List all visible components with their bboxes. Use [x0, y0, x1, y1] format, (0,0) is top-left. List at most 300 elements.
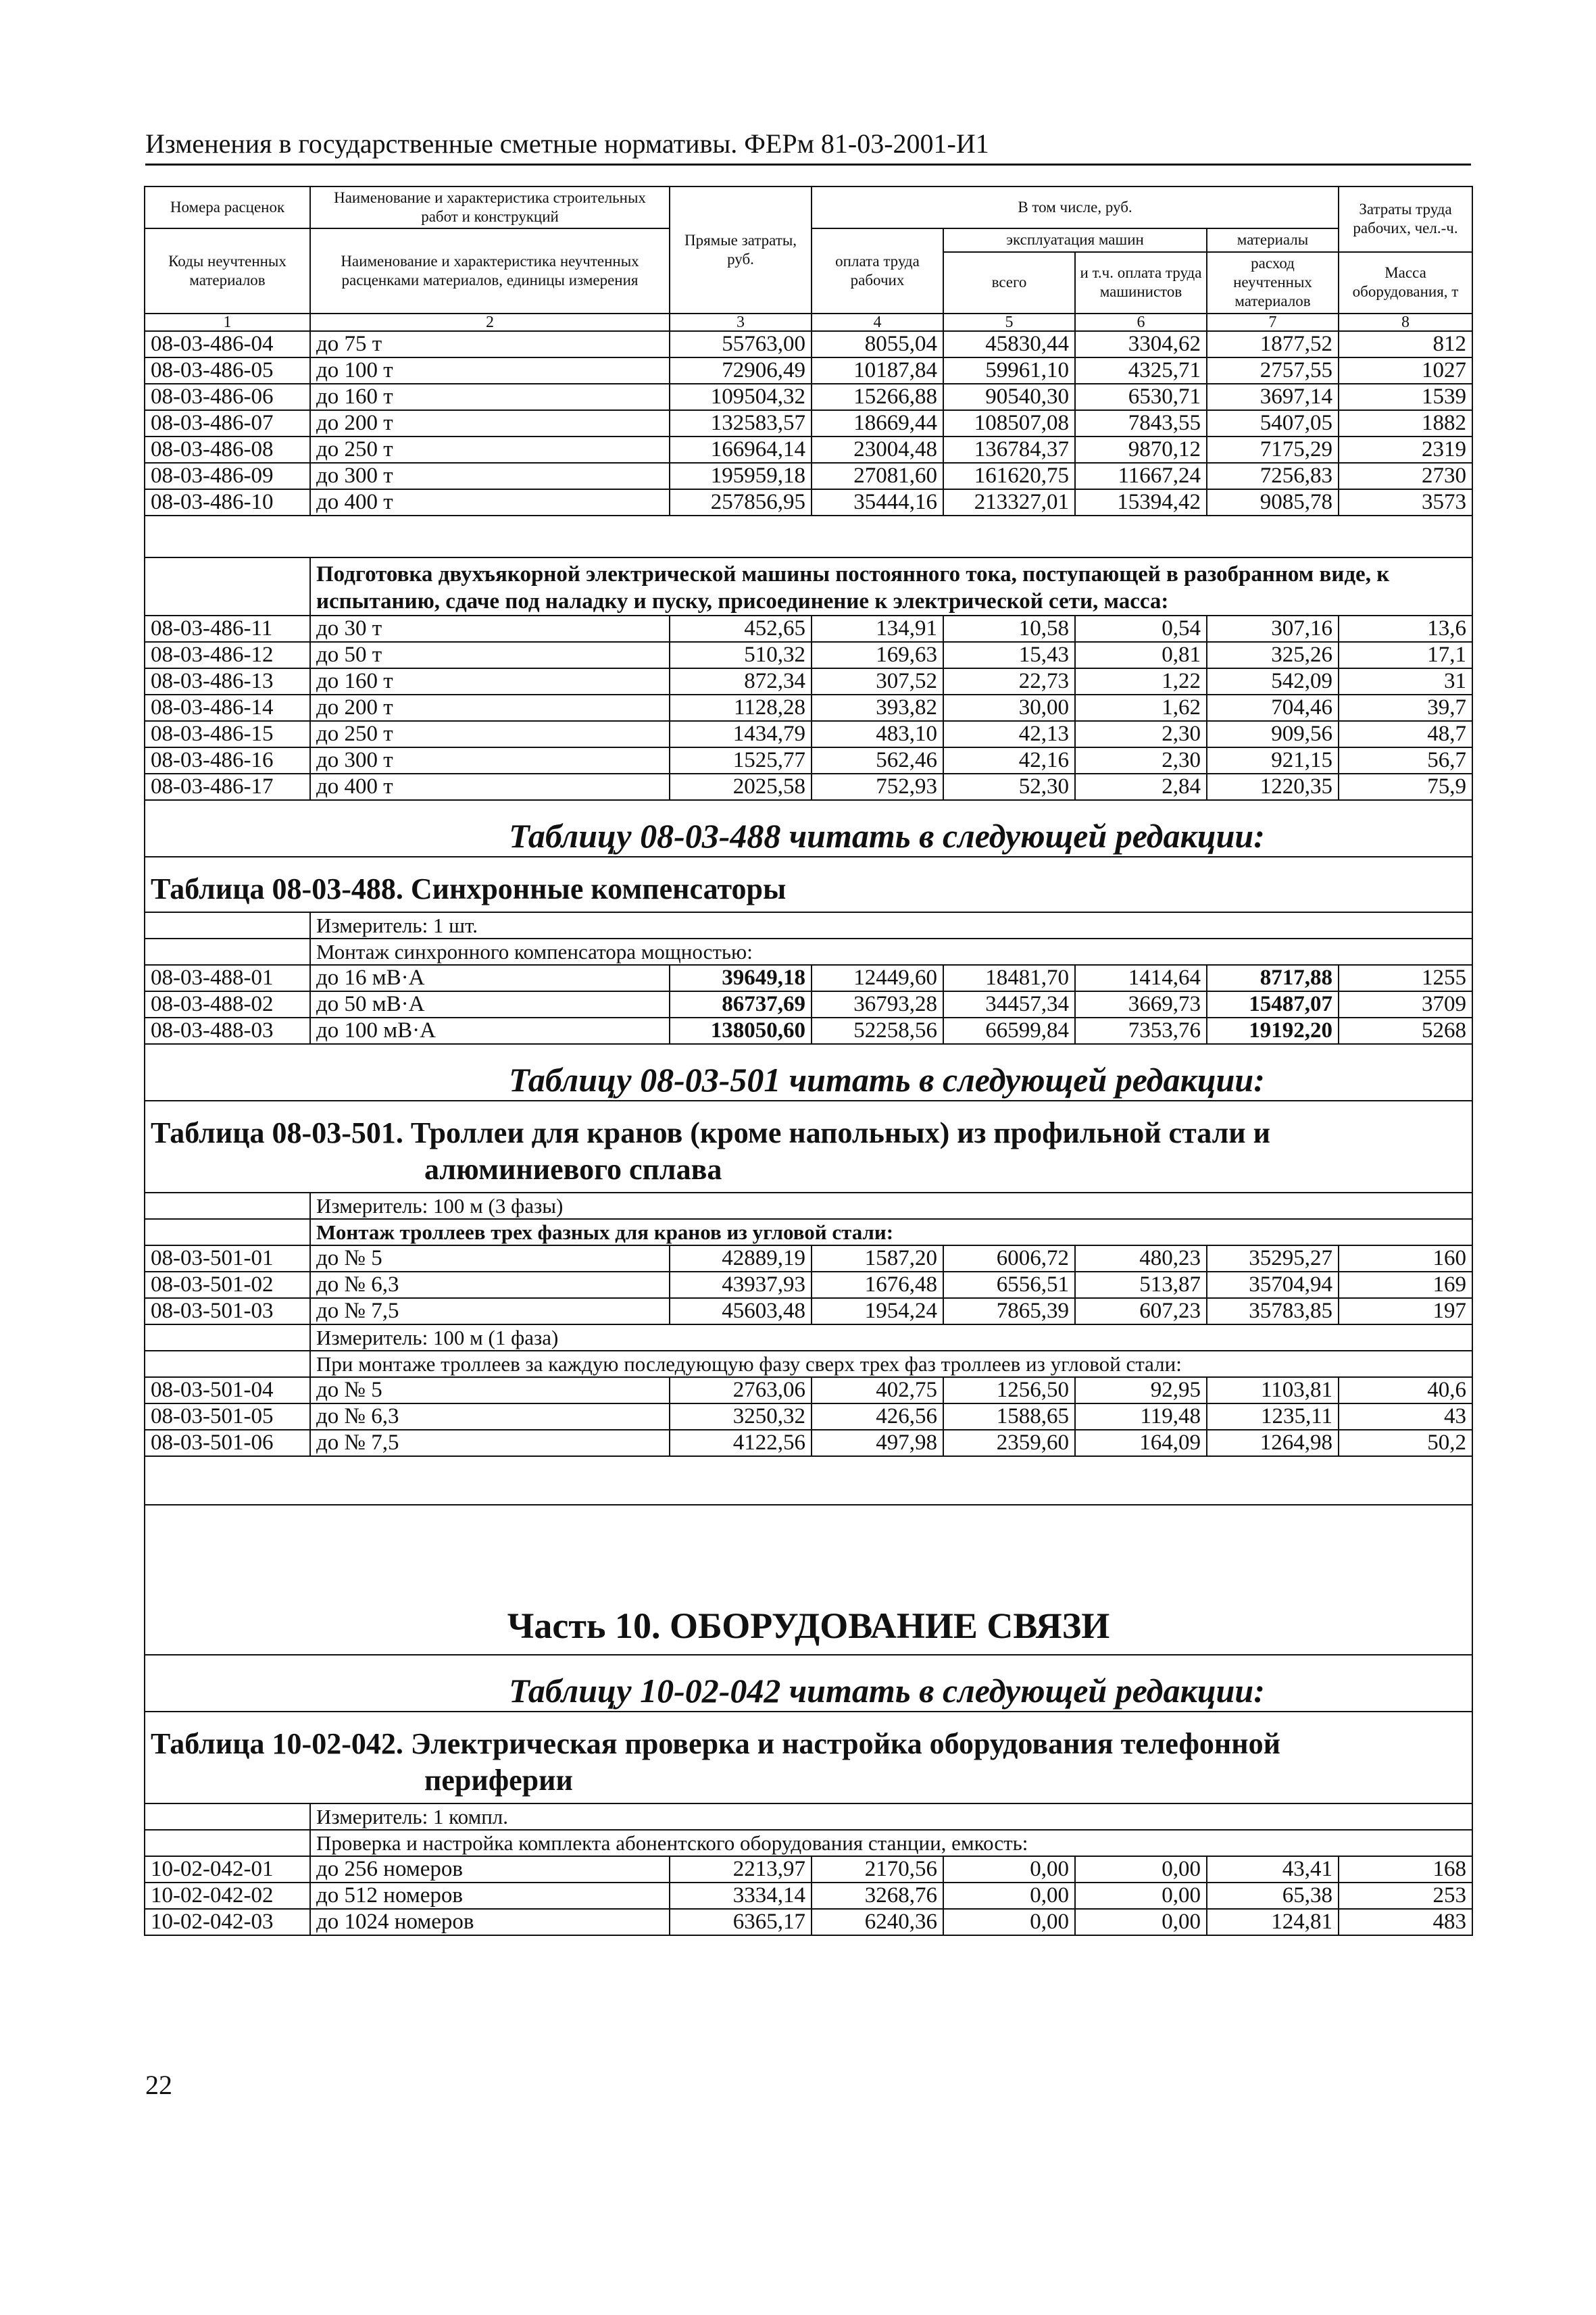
- value-cell: 45603,48: [670, 1298, 812, 1324]
- value-cell: 124,81: [1207, 1909, 1339, 1935]
- name-cell: до № 7,5: [310, 1430, 670, 1456]
- value-cell: 1255: [1339, 965, 1472, 991]
- value-cell: 42,13: [943, 721, 1075, 747]
- value-cell: 10187,84: [812, 357, 943, 384]
- value-cell: 1434,79: [670, 721, 812, 747]
- value-cell: 13,6: [1339, 616, 1472, 642]
- name-cell: до № 6,3: [310, 1403, 670, 1430]
- code-cell: 08-03-486-06: [145, 384, 310, 410]
- empty-cell: [145, 1830, 310, 1856]
- name-cell: до 300 т: [310, 463, 670, 489]
- value-cell: 0,81: [1075, 642, 1207, 668]
- value-cell: 483,10: [812, 721, 943, 747]
- col-vsego: всего: [943, 252, 1075, 314]
- meas-row: [145, 912, 1472, 939]
- col-num-1: 1: [145, 314, 310, 331]
- code-cell: 08-03-488-03: [145, 1018, 310, 1044]
- name-cell: до № 6,3: [310, 1272, 670, 1298]
- name-cell: до 16 мВ·А: [310, 965, 670, 991]
- value-cell: 15,43: [943, 642, 1075, 668]
- meas-row: [145, 1324, 1472, 1351]
- value-cell: 11667,24: [1075, 463, 1207, 489]
- subheading-486b: Подготовка двухъякорной электрической машины постоянного тока, поступающей в разобранном виде, к испытанию, сдаче под наладку и пуску, присоединение к электрической сети, масса:: [310, 557, 1472, 616]
- name-cell: до № 7,5: [310, 1298, 670, 1324]
- col-mater: материалы: [1207, 228, 1339, 252]
- name-cell: до 200 т: [310, 410, 670, 437]
- value-cell: 1539: [1339, 384, 1472, 410]
- table-body-488: [145, 965, 1472, 1044]
- table-body-042: [145, 1856, 1472, 1935]
- col-rashod: расход неучтенных материалов: [1207, 252, 1339, 314]
- col-nomera: Номера расценок: [145, 186, 310, 228]
- value-cell: 0,00: [1075, 1856, 1207, 1883]
- value-cell: 1103,81: [1207, 1377, 1339, 1403]
- value-cell: 4325,71: [1075, 357, 1207, 384]
- subheading-row: [145, 557, 1472, 616]
- value-cell: 40,6: [1339, 1377, 1472, 1403]
- value-cell: 6530,71: [1075, 384, 1207, 410]
- value-cell: 108507,08: [943, 410, 1075, 437]
- value-cell: 2,84: [1075, 774, 1207, 800]
- value-cell: 7175,29: [1207, 437, 1339, 463]
- value-cell: 8717,88: [1207, 965, 1339, 991]
- empty-cell: [145, 912, 310, 939]
- value-cell: 1877,52: [1207, 331, 1339, 357]
- value-cell: 55763,00: [670, 331, 812, 357]
- table-body-501a: [145, 1245, 1472, 1324]
- redaction-note-501: Таблицу 08-03-501 читать в следующей редакции:: [145, 1044, 1472, 1101]
- value-cell: 452,65: [670, 616, 812, 642]
- value-cell: 0,00: [1075, 1909, 1207, 1935]
- subheading-row: [145, 1830, 1472, 1856]
- value-cell: 1256,50: [943, 1377, 1075, 1403]
- name-cell: до 160 т: [310, 384, 670, 410]
- value-cell: 56,7: [1339, 747, 1472, 774]
- value-cell: 704,46: [1207, 695, 1339, 721]
- code-cell: 08-03-488-02: [145, 991, 310, 1018]
- value-cell: 42889,19: [670, 1245, 812, 1272]
- meas-row: [145, 1803, 1472, 1830]
- table-title-501: [145, 1101, 1472, 1193]
- redaction-row: [145, 1044, 1472, 1101]
- value-cell: 2757,55: [1207, 357, 1339, 384]
- table-row: [145, 721, 1472, 747]
- value-cell: 8055,04: [812, 331, 943, 357]
- code-cell: 10-02-042-03: [145, 1909, 310, 1935]
- subheading-501a: Монтаж троллеев трех фазных для кранов из угловой стали:: [310, 1219, 1472, 1245]
- value-cell: 31: [1339, 668, 1472, 695]
- redaction-note-042: Таблицу 10-02-042 читать в следующей редакции:: [145, 1655, 1472, 1712]
- value-cell: 7843,55: [1075, 410, 1207, 437]
- subheading-row: [145, 1351, 1472, 1377]
- value-cell: 480,23: [1075, 1245, 1207, 1272]
- table-row: [145, 1018, 1472, 1044]
- table-row: [145, 616, 1472, 642]
- table-body-486b: [145, 616, 1472, 800]
- code-cell: 08-03-486-16: [145, 747, 310, 774]
- value-cell: 43: [1339, 1403, 1472, 1430]
- value-cell: 161620,75: [943, 463, 1075, 489]
- page-header: Изменения в государственные сметные нормативы. ФЕРм 81-03-2001-И1: [145, 127, 1471, 166]
- col-num-2: 2: [310, 314, 670, 331]
- code-cell: 08-03-486-05: [145, 357, 310, 384]
- col-kody: Коды неучтенных материалов: [145, 228, 310, 314]
- col-oplata: оплата труда рабочих: [812, 228, 943, 314]
- value-cell: 92,95: [1075, 1377, 1207, 1403]
- value-cell: 426,56: [812, 1403, 943, 1430]
- value-cell: 12449,60: [812, 965, 943, 991]
- value-cell: 1525,77: [670, 747, 812, 774]
- col-naim-bot: Наименование и характеристика неучтенных расценками материалов, единицы измерения: [310, 228, 670, 314]
- value-cell: 1587,20: [812, 1245, 943, 1272]
- name-cell: до 160 т: [310, 668, 670, 695]
- table-row: [145, 331, 1472, 357]
- table-title-501-line1: Таблица 08-03-501. Троллеи для кранов (кроме напольных) из профильной стали и: [151, 1116, 1271, 1149]
- code-cell: 08-03-486-10: [145, 489, 310, 516]
- value-cell: 3250,32: [670, 1403, 812, 1430]
- value-cell: 90540,30: [943, 384, 1075, 410]
- value-cell: 35783,85: [1207, 1298, 1339, 1324]
- value-cell: 6006,72: [943, 1245, 1075, 1272]
- table-row: [145, 1883, 1472, 1909]
- value-cell: 1414,64: [1075, 965, 1207, 991]
- table-row: [145, 774, 1472, 800]
- subheading-501b: При монтаже троллеев за каждую последующую фазу сверх трех фаз троллеев из угловой стали:: [310, 1351, 1472, 1377]
- code-cell: 08-03-486-11: [145, 616, 310, 642]
- value-cell: 752,93: [812, 774, 943, 800]
- table-title-row: [145, 1101, 1472, 1193]
- value-cell: 109504,32: [670, 384, 812, 410]
- value-cell: 2,30: [1075, 721, 1207, 747]
- value-cell: 393,82: [812, 695, 943, 721]
- table-row: [145, 1377, 1472, 1403]
- value-cell: 3697,14: [1207, 384, 1339, 410]
- table-row: [145, 991, 1472, 1018]
- value-cell: 0,54: [1075, 616, 1207, 642]
- value-cell: 52258,56: [812, 1018, 943, 1044]
- empty-cell: [145, 1803, 310, 1830]
- measure-488: Измеритель: 1 шт.: [310, 912, 1472, 939]
- table-row: [145, 1245, 1472, 1272]
- value-cell: 1235,11: [1207, 1403, 1339, 1430]
- col-num-5: 5: [943, 314, 1075, 331]
- value-cell: 50,2: [1339, 1430, 1472, 1456]
- meas-row: [145, 1193, 1472, 1219]
- code-cell: 08-03-501-01: [145, 1245, 310, 1272]
- value-cell: 542,09: [1207, 668, 1339, 695]
- value-cell: 22,73: [943, 668, 1075, 695]
- value-cell: 35444,16: [812, 489, 943, 516]
- value-cell: 23004,48: [812, 437, 943, 463]
- value-cell: 195959,18: [670, 463, 812, 489]
- table-body-501b: [145, 1377, 1472, 1456]
- value-cell: 138050,60: [670, 1018, 812, 1044]
- value-cell: 10,58: [943, 616, 1075, 642]
- subheading-row: [145, 1219, 1472, 1245]
- table-row: [145, 384, 1472, 410]
- name-cell: до 250 т: [310, 437, 670, 463]
- code-cell: 08-03-488-01: [145, 965, 310, 991]
- value-cell: 307,16: [1207, 616, 1339, 642]
- empty-cell: [145, 1193, 310, 1219]
- value-cell: 607,23: [1075, 1298, 1207, 1324]
- value-cell: 86737,69: [670, 991, 812, 1018]
- value-cell: 9085,78: [1207, 489, 1339, 516]
- value-cell: 36793,28: [812, 991, 943, 1018]
- empty-cell: [145, 1351, 310, 1377]
- value-cell: 34457,34: [943, 991, 1075, 1018]
- value-cell: 1954,24: [812, 1298, 943, 1324]
- value-cell: 0,00: [943, 1883, 1075, 1909]
- value-cell: 35704,94: [1207, 1272, 1339, 1298]
- value-cell: 257856,95: [670, 489, 812, 516]
- name-cell: до 250 т: [310, 721, 670, 747]
- value-cell: 65,38: [1207, 1883, 1339, 1909]
- col-num-3: 3: [670, 314, 812, 331]
- value-cell: 17,1: [1339, 642, 1472, 668]
- value-cell: 132583,57: [670, 410, 812, 437]
- value-cell: 513,87: [1075, 1272, 1207, 1298]
- col-pryamye: Прямые затраты, руб.: [670, 186, 812, 314]
- table-body-486a: [145, 331, 1472, 516]
- value-cell: 2359,60: [943, 1430, 1075, 1456]
- value-cell: 3709: [1339, 991, 1472, 1018]
- value-cell: 0,00: [1075, 1883, 1207, 1909]
- table-row: [145, 747, 1472, 774]
- name-cell: до 256 номеров: [310, 1856, 670, 1883]
- value-cell: 160: [1339, 1245, 1472, 1272]
- code-cell: 08-03-486-07: [145, 410, 310, 437]
- value-cell: 42,16: [943, 747, 1075, 774]
- name-cell: до 512 номеров: [310, 1883, 670, 1909]
- value-cell: 5268: [1339, 1018, 1472, 1044]
- value-cell: 1264,98: [1207, 1430, 1339, 1456]
- value-cell: 1588,65: [943, 1403, 1075, 1430]
- value-cell: 43,41: [1207, 1856, 1339, 1883]
- name-cell: до 400 т: [310, 774, 670, 800]
- name-cell: до 1024 номеров: [310, 1909, 670, 1935]
- value-cell: 18669,44: [812, 410, 943, 437]
- value-cell: 1027: [1339, 357, 1472, 384]
- value-cell: 39,7: [1339, 695, 1472, 721]
- value-cell: 15394,42: [1075, 489, 1207, 516]
- value-cell: 921,15: [1207, 747, 1339, 774]
- code-cell: 08-03-501-02: [145, 1272, 310, 1298]
- empty-cell: [145, 939, 310, 965]
- empty-cell: [145, 1324, 310, 1351]
- name-cell: до 100 мВ·А: [310, 1018, 670, 1044]
- code-cell: 08-03-486-15: [145, 721, 310, 747]
- value-cell: 45830,44: [943, 331, 1075, 357]
- value-cell: 3304,62: [1075, 331, 1207, 357]
- name-cell: до 50 мВ·А: [310, 991, 670, 1018]
- code-cell: 10-02-042-02: [145, 1883, 310, 1909]
- value-cell: 812: [1339, 331, 1472, 357]
- value-cell: 52,30: [943, 774, 1075, 800]
- code-cell: 08-03-486-14: [145, 695, 310, 721]
- table-title-042: [145, 1712, 1472, 1803]
- value-cell: 2213,97: [670, 1856, 812, 1883]
- value-cell: 7353,76: [1075, 1018, 1207, 1044]
- value-cell: 169: [1339, 1272, 1472, 1298]
- value-cell: 15266,88: [812, 384, 943, 410]
- value-cell: 15487,07: [1207, 991, 1339, 1018]
- value-cell: 2730: [1339, 463, 1472, 489]
- value-cell: 7865,39: [943, 1298, 1075, 1324]
- table-row: [145, 1298, 1472, 1324]
- empty-cell: [145, 1219, 310, 1245]
- measure-501b: Измеритель: 100 м (1 фаза): [310, 1324, 1472, 1351]
- spacer-cell: [145, 516, 1472, 557]
- code-cell: 10-02-042-01: [145, 1856, 310, 1883]
- redaction-row: [145, 1655, 1472, 1712]
- col-zatraty: Затраты труда рабочих, чел.-ч.: [1339, 186, 1472, 252]
- value-cell: 2763,06: [670, 1377, 812, 1403]
- col-itch: и т.ч. оплата труда машинистов: [1075, 252, 1207, 314]
- value-cell: 872,34: [670, 668, 812, 695]
- table-row: [145, 437, 1472, 463]
- value-cell: 483: [1339, 1909, 1472, 1935]
- value-cell: 18481,70: [943, 965, 1075, 991]
- table-title-042-line1: Таблица 10-02-042. Электрическая проверка и настройка оборудования телефонной: [151, 1727, 1280, 1760]
- value-cell: 169,63: [812, 642, 943, 668]
- code-cell: 08-03-486-08: [145, 437, 310, 463]
- code-cell: 08-03-486-09: [145, 463, 310, 489]
- value-cell: 0,00: [943, 1856, 1075, 1883]
- value-cell: 7256,83: [1207, 463, 1339, 489]
- table-row: [145, 642, 1472, 668]
- code-cell: 08-03-486-04: [145, 331, 310, 357]
- table-title-row: [145, 857, 1472, 912]
- value-cell: 136784,37: [943, 437, 1075, 463]
- table-title-501-line2: алюминиевого сплава: [424, 1153, 722, 1186]
- value-cell: 19192,20: [1207, 1018, 1339, 1044]
- column-numbers-row: [145, 314, 1472, 331]
- value-cell: 325,26: [1207, 642, 1339, 668]
- value-cell: 562,46: [812, 747, 943, 774]
- table-row: [145, 489, 1472, 516]
- value-cell: 30,00: [943, 695, 1075, 721]
- value-cell: 213327,01: [943, 489, 1075, 516]
- code-cell: 08-03-501-03: [145, 1298, 310, 1324]
- name-cell: до 30 т: [310, 616, 670, 642]
- value-cell: 0,00: [943, 1909, 1075, 1935]
- value-cell: 1676,48: [812, 1272, 943, 1298]
- part-10-heading: Часть 10. ОБОРУДОВАНИЕ СВЯЗИ: [145, 1505, 1472, 1655]
- spacer-cell: [145, 1456, 1472, 1505]
- value-cell: 253: [1339, 1883, 1472, 1909]
- value-cell: 5407,05: [1207, 410, 1339, 437]
- header-row-1: [145, 186, 1472, 228]
- table-title-042-line2: периферии: [424, 1764, 573, 1797]
- value-cell: 1220,35: [1207, 774, 1339, 800]
- subheading-488: Монтаж синхронного компенсатора мощностью:: [310, 939, 1472, 965]
- value-cell: 72906,49: [670, 357, 812, 384]
- value-cell: 1,22: [1075, 668, 1207, 695]
- table-row: [145, 1856, 1472, 1883]
- value-cell: 1,62: [1075, 695, 1207, 721]
- value-cell: 402,75: [812, 1377, 943, 1403]
- value-cell: 497,98: [812, 1430, 943, 1456]
- subheading-042: Проверка и настройка комплекта абонентского оборудования станции, емкость:: [310, 1830, 1472, 1856]
- table-row: [145, 695, 1472, 721]
- name-cell: до 200 т: [310, 695, 670, 721]
- table-row: [145, 668, 1472, 695]
- value-cell: 307,52: [812, 668, 943, 695]
- norms-table-wrapper: [144, 186, 1472, 1936]
- value-cell: 3334,14: [670, 1883, 812, 1909]
- value-cell: 6240,36: [812, 1909, 943, 1935]
- value-cell: 166964,14: [670, 437, 812, 463]
- col-v-tom: В том числе, руб.: [812, 186, 1339, 228]
- code-cell: 08-03-486-17: [145, 774, 310, 800]
- name-cell: до 50 т: [310, 642, 670, 668]
- value-cell: 43937,93: [670, 1272, 812, 1298]
- col-num-4: 4: [812, 314, 943, 331]
- value-cell: 66599,84: [943, 1018, 1075, 1044]
- name-cell: до № 5: [310, 1245, 670, 1272]
- value-cell: 9870,12: [1075, 437, 1207, 463]
- code-cell: 08-03-486-12: [145, 642, 310, 668]
- value-cell: 2319: [1339, 437, 1472, 463]
- table-title-488: Таблица 08-03-488. Синхронные компенсаторы: [145, 857, 1472, 912]
- value-cell: 39649,18: [670, 965, 812, 991]
- spacer-row: [145, 516, 1472, 557]
- table-row: [145, 410, 1472, 437]
- value-cell: 168: [1339, 1856, 1472, 1883]
- measure-042: Измеритель: 1 компл.: [310, 1803, 1472, 1830]
- empty-cell: [145, 557, 310, 616]
- subheading-row: [145, 939, 1472, 965]
- value-cell: 59961,10: [943, 357, 1075, 384]
- value-cell: 6556,51: [943, 1272, 1075, 1298]
- value-cell: 2,30: [1075, 747, 1207, 774]
- value-cell: 1128,28: [670, 695, 812, 721]
- code-cell: 08-03-501-06: [145, 1430, 310, 1456]
- col-naim-top: Наименование и характеристика строительных работ и конструкций: [310, 186, 670, 228]
- table-row: [145, 357, 1472, 384]
- measure-501a: Измеритель: 100 м (3 фазы): [310, 1193, 1472, 1219]
- value-cell: 510,32: [670, 642, 812, 668]
- value-cell: 1882: [1339, 410, 1472, 437]
- value-cell: 4122,56: [670, 1430, 812, 1456]
- name-cell: до № 5: [310, 1377, 670, 1403]
- value-cell: 2025,58: [670, 774, 812, 800]
- col-num-8: 8: [1339, 314, 1472, 331]
- table-row: [145, 463, 1472, 489]
- name-cell: до 75 т: [310, 331, 670, 357]
- value-cell: 75,9: [1339, 774, 1472, 800]
- value-cell: 909,56: [1207, 721, 1339, 747]
- name-cell: до 300 т: [310, 747, 670, 774]
- value-cell: 3669,73: [1075, 991, 1207, 1018]
- value-cell: 48,7: [1339, 721, 1472, 747]
- spacer-row: [145, 1456, 1472, 1505]
- table-row: [145, 1403, 1472, 1430]
- redaction-note-488: Таблицу 08-03-488 читать в следующей редакции:: [145, 800, 1472, 857]
- part-heading-row: [145, 1505, 1472, 1655]
- col-num-6: 6: [1075, 314, 1207, 331]
- value-cell: 197: [1339, 1298, 1472, 1324]
- table-row: [145, 965, 1472, 991]
- value-cell: 3268,76: [812, 1883, 943, 1909]
- col-ekspl: эксплуатация машин: [943, 228, 1207, 252]
- value-cell: 3573: [1339, 489, 1472, 516]
- name-cell: до 400 т: [310, 489, 670, 516]
- table-title-row: [145, 1712, 1472, 1803]
- value-cell: 35295,27: [1207, 1245, 1339, 1272]
- code-cell: 08-03-501-05: [145, 1403, 310, 1430]
